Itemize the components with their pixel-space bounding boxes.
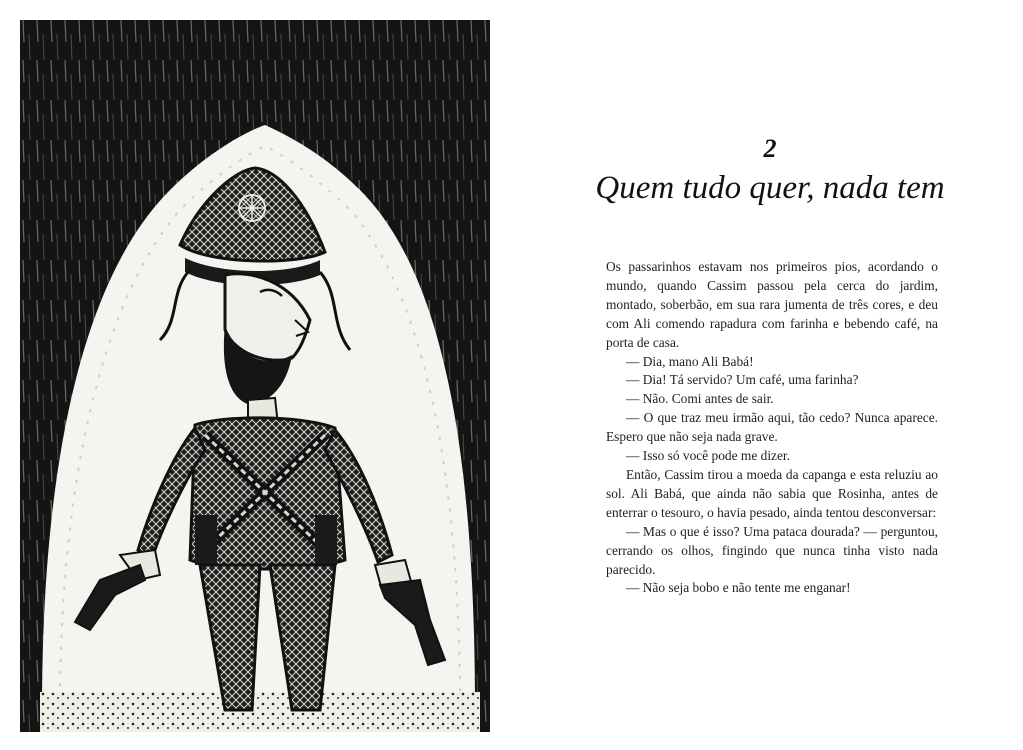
- paragraph: — Dia! Tá servido? Um café, uma farinha?: [626, 372, 859, 388]
- paragraph: — Isso só você pode me dizer.: [626, 448, 790, 464]
- paragraph: — Dia, mano Ali Babá!: [626, 353, 754, 369]
- paragraph: — Não seja bobo e não tente me enganar!: [626, 580, 851, 596]
- chapter-number: 2: [763, 134, 777, 163]
- chapter-title: Quem tudo quer, nada tem: [595, 170, 945, 206]
- paragraph: Então, Cassim tirou a moeda da capanga e esta reluziu ao sol. Ali Babá, que ainda não sabia que Rosinha, antes de enterrar o tesouro, o havia pesado, ainda tentou desconversar:: [606, 466, 938, 520]
- paragraph: — Mas o que é isso? Uma pataca dourada? — perguntou, cerrando os olhos, fingindo que nunca tinha visto nada parecido.: [606, 523, 938, 577]
- paragraph: Os passarinhos estavam nos primeiros pios, acordando o mundo, quando Cassim passou pela cerca do jardim, montado, soberbão, em sua rara jumenta de três cores, e deu com Ali comendo rapadura com farinha e bebendo café, na porta de casa.: [606, 259, 938, 350]
- chapter-body: [606, 258, 938, 598]
- text-page: [560, 0, 1023, 750]
- woodcut-illustration: [20, 20, 490, 732]
- paragraph: — Não. Comi antes de sair.: [626, 391, 774, 407]
- woodcut-gunslinger-icon: [20, 20, 490, 732]
- paragraph: — O que traz meu irmão aqui, tão cedo? Nunca aparece. Espero que não seja nada grave.: [606, 410, 938, 445]
